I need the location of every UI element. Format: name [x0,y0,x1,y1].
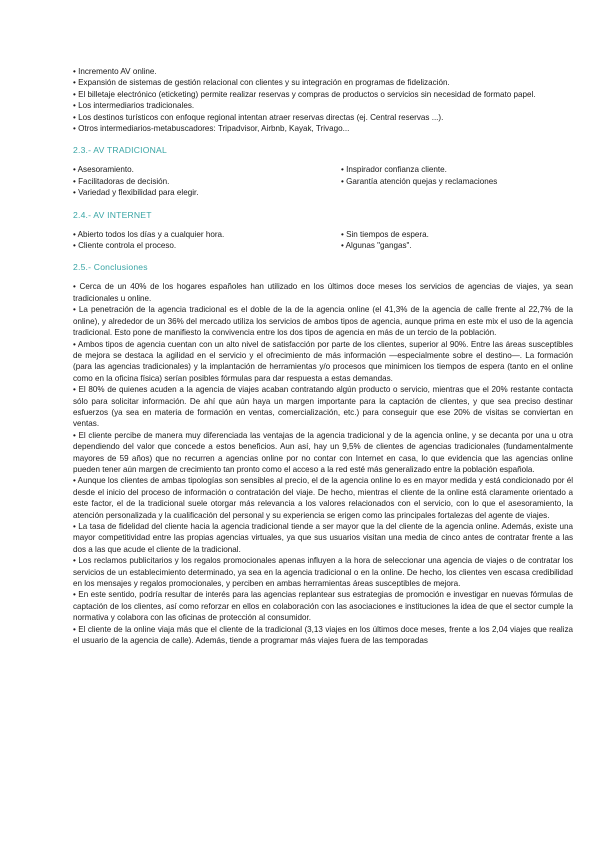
conclusion-paragraph: • En este sentido, podría resultar de interés para las agencias replantear sus estrategias de promoción e investigar en nuevas fórmulas de captación de los clientes, así como reforzar en ellos en colaboración con las asociaciones e instituciones la idea de que el sector cumple la normativa y colabora con las oficinas de protección al consumidor. [73,590,573,623]
list-item: • Garantía atención quejas y reclamaciones [341,176,498,186]
traditional-advantages [73,164,573,198]
document-page [73,66,573,646]
internet-left-column [73,229,341,252]
conclusion-paragraph: • El cliente percibe de manera muy diferenciada las ventajas de la agencia tradicional y de la agencia online, y se decanta por una u otra dependiendo del valor que concede a estos beneficios. Aun así, hay un 9,5% de clientes de agencias tradicionales (fundamentalmente mayores de 59 años) que no recurren a agencias online por no contar con Internet en casa, lo que evidencia que las agencias online pueden tener aún margen de crecimiento tan pronto como el acceso a la red esté más generalizado entre la población española. [73,430,573,474]
conclusion-paragraph: • La penetración de la agencia tradicional es el doble de la de la agencia online (el 41,3% de la agencia de calle frente al 22,7% de la online), y alrededor de un 36% del mercado utiliza los servicios de ambos tipos de agencia, aunque prima en este mix el uso de la agencia tradicional. Esto pone de manifiesto la convivencia entre los dos tipos de agencia en más de un tercio de la población. [73,305,573,338]
conclusion-paragraph: • Los reclamos publicitarios y los regalos promocionales apenas influyen a la hora de seleccionar una agencia de viajes o de contratar los servicios de un establecimiento determinado, ya sea en la agencia tradicional o en la online. De hecho, los clientes ven escasa credibilidad en los mensajes y regalos promocionales, y perciben en ambas herramientas áreas susceptibles de mejora. [73,556,573,589]
list-item: • Otros intermediarios-metabuscadores: Tripadvisor, Airbnb, Kayak, Trivago... [73,124,350,134]
section-heading-traditional: 2.3.- AV TRADICIONAL [73,145,167,156]
section-heading-conclusions: 2.5.- Conclusiones [73,262,148,273]
intro-bullet-list [73,66,573,134]
section-heading-internet: 2.4.- AV INTERNET [73,209,152,220]
conclusion-paragraph: • El cliente de la online viaja más que el cliente de la tradicional (3,13 viajes en los últimos doce meses, frente a los 2,04 viajes que realiza el usuario de la agencia de calle). Además, tiende a programar más viajes fuera de las temporadas [73,624,573,646]
conclusions-list [73,281,573,646]
list-item: • Asesoramiento. [73,165,134,175]
conclusion-paragraph: • Ambos tipos de agencia cuentan con un alto nivel de satisfacción por parte de los clientes, superior al 90%. Entre las áreas susceptibles de mejora se destaca la agilidad en el servicio y el ofrecimiento de más información —especialmente sobre el destino—. La formación (para las agencias tradicionales) y la implantación de herramientas y/o procesos que minimicen los tiempos de espera (tanto en el online como en la oficina física) serían posibles fórmulas para dar respuesta a estas demandas. [73,339,573,383]
list-item: • Los intermediarios tradicionales. [73,101,195,111]
list-item: • Algunas "gangas". [341,241,412,251]
traditional-left-column [73,164,341,198]
list-item: • Expansión de sistemas de gestión relacional con clientes y su integración en programas de fidelización. [73,78,450,88]
list-item: • Facilitadoras de decisión. [73,176,170,186]
list-item: • Los destinos turísticos con enfoque regional intentan atraer reservas directas (ej. Central reservas ...). [73,112,444,122]
list-item: • Sin tiempos de espera. [341,229,429,239]
conclusion-paragraph: • La tasa de fidelidad del cliente hacia la agencia tradicional tiende a ser mayor que la del cliente de la agencia online. Además, existe una mayor competitividad entre las propias agencias virtuales, ya que sus usuarios visitan una media de cinco antes de contratar frente a las dos a las que acude el cliente de la tradicional. [73,522,573,554]
list-item: • El billetaje electrónico (eticketing) permite realizar reservas y compras de productos o servicios sin necesidad de formato papel. [73,89,536,99]
list-item: • Inspirador confianza cliente. [341,165,447,175]
conclusion-paragraph: • Aunque los clientes de ambas tipologías son sensibles al precio, el de la agencia online lo es en mayor medida y está condicionado por él desde el inicio del proceso de información o contratación del viaje. De hecho, mientras el cliente de la online está claramente orientado a este factor, el de la tradicional suele otorgar más relevancia a los valores relacionados con el servicio, con lo que el asesoramiento, la atención personalizada y la cualificación del personal y su experiencia se erigen como las principales fortalezas del agente de viajes. [73,476,573,520]
conclusion-paragraph: • El 80% de quienes acuden a la agencia de viajes acaban contratando algún producto o servicio, mientras que el 20% restante contacta sólo para solicitar información. De ahí que aún haya un margen importante para la captación de clientes, y que sea preciso destinar esfuerzos (ya sea en materia de formación en ventas, comercialización, etc.) para conseguir que ese 20% de visitas se conviertan en ventas. [73,385,573,429]
traditional-right-column [341,164,573,198]
list-item: • Cliente controla el proceso. [73,241,177,251]
internet-right-column [341,229,573,252]
conclusion-paragraph: • Cerca de un 40% de los hogares españoles han utilizado en los últimos doce meses los servicios de agencias de viajes, ya sean tradicionales u online. [73,282,573,303]
list-item: • Incremento AV online. [73,67,157,76]
internet-advantages [73,229,573,252]
list-item: • Variedad y flexibilidad para elegir. [73,188,199,198]
list-item: • Abierto todos los días y a cualquier hora. [73,229,225,239]
